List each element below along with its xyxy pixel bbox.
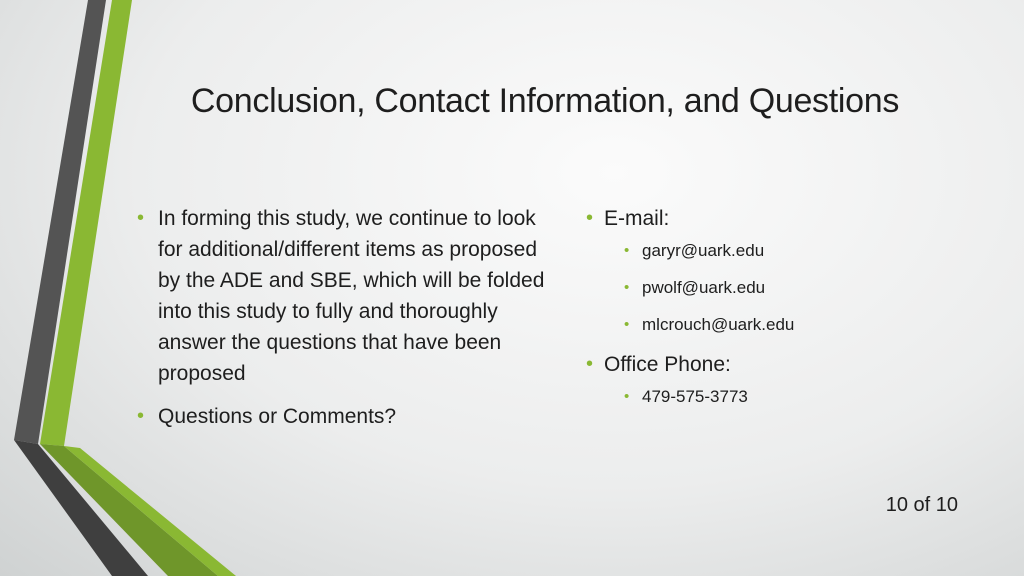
bullet-dot-icon: •: [586, 207, 594, 229]
bullet-dot-icon: •: [624, 279, 630, 296]
slide-title: Conclusion, Contact Information, and Questions: [190, 82, 900, 120]
phone-label: Office Phone:: [604, 353, 731, 376]
email-address: garyr@uark.edu: [642, 241, 765, 260]
page-number: 10 of 10: [885, 494, 958, 516]
list-item: [134, 401, 554, 432]
bullet-dot-icon: •: [624, 316, 630, 333]
phone-item: [624, 384, 964, 410]
bullet-dot-icon: •: [586, 353, 594, 375]
email-address: pwolf@uark.edu: [642, 278, 766, 297]
list-item-text: Questions or Comments?: [158, 405, 397, 428]
phone-number: 479-575-3773: [642, 387, 748, 406]
phone-section: [584, 349, 964, 410]
bullet-dot-icon: •: [137, 207, 145, 229]
email-label: E-mail:: [604, 207, 670, 230]
bullet-dot-icon: •: [137, 405, 145, 427]
email-section: [584, 203, 964, 338]
email-item: [624, 275, 964, 301]
email-address: mlcrouch@uark.edu: [642, 315, 795, 334]
list-item: [134, 203, 554, 389]
email-list: [604, 238, 964, 338]
contact-list: [584, 203, 964, 421]
bullet-dot-icon: •: [624, 388, 630, 405]
list-item-text: In forming this study, we continue to look for additional/different items as proposed by the ADE and SBE, which will be folded into this study to fully and thoroughly answer the questions that have been proposed: [158, 207, 545, 385]
left-bullet-list: [134, 203, 554, 444]
bullet-dot-icon: •: [624, 242, 630, 259]
email-item: [624, 312, 964, 338]
phone-list: [604, 384, 964, 410]
email-item: [624, 238, 964, 264]
